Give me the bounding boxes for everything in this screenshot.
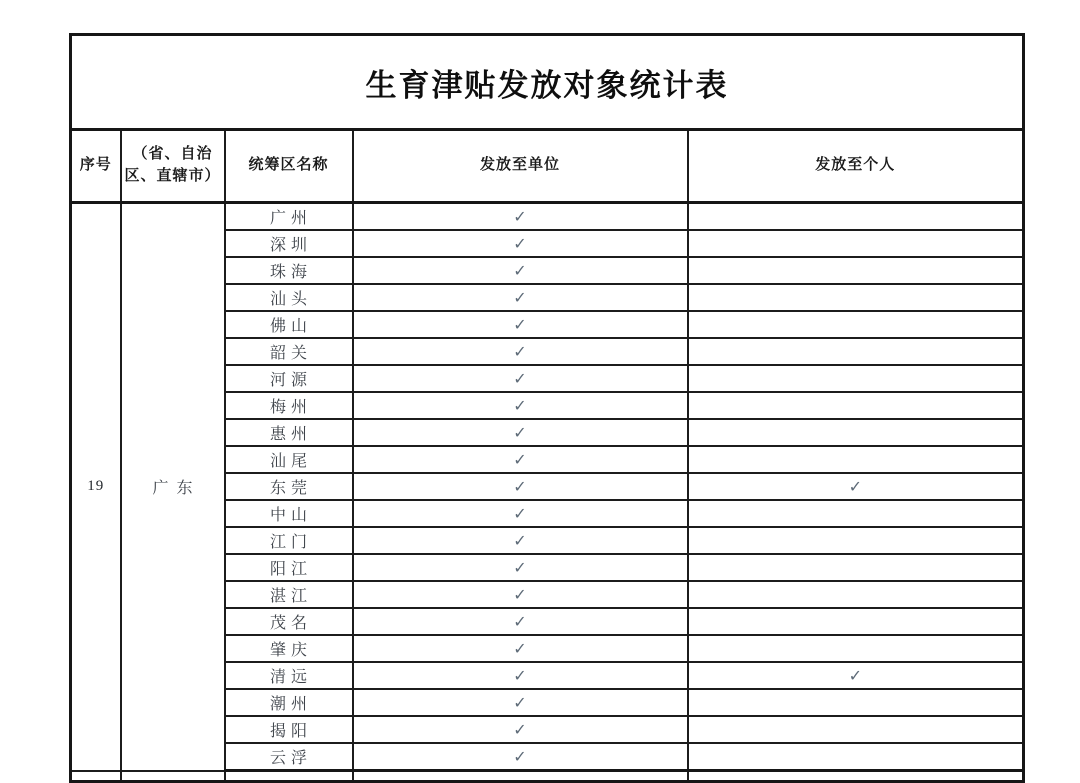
personal-check-cell-empty (688, 608, 1024, 635)
city-name-cell: 茂名 (225, 608, 353, 635)
unit-check-mark: ✓ (353, 365, 688, 392)
header-province: （省、自治区、直辖市） (121, 130, 225, 203)
unit-check-mark: ✓ (353, 257, 688, 284)
city-name-cell: 云浮 (225, 743, 353, 771)
personal-check-cell-empty (688, 527, 1024, 554)
personal-check-cell-empty (688, 284, 1024, 311)
personal-check-cell-empty (688, 257, 1024, 284)
city-name-cell: 佛山 (225, 311, 353, 338)
maternity-allowance-table (69, 33, 1025, 783)
partial-cell (688, 771, 1024, 782)
personal-check-cell-empty (688, 419, 1024, 446)
city-name-cell: 中山 (225, 500, 353, 527)
personal-check-cell-empty (688, 446, 1024, 473)
unit-check-mark: ✓ (353, 203, 688, 231)
unit-check-mark: ✓ (353, 635, 688, 662)
city-name-cell: 揭阳 (225, 716, 353, 743)
city-name-cell: 东莞 (225, 473, 353, 500)
header-row (71, 130, 1024, 203)
city-name-cell: 惠州 (225, 419, 353, 446)
city-name-cell: 湛江 (225, 581, 353, 608)
personal-check-cell-empty (688, 392, 1024, 419)
city-name-cell: 梅州 (225, 392, 353, 419)
table-head (71, 35, 1024, 203)
personal-check-cell-empty (688, 500, 1024, 527)
unit-check-mark: ✓ (353, 392, 688, 419)
city-name-cell: 深圳 (225, 230, 353, 257)
city-name-cell: 清远 (225, 662, 353, 689)
city-name-cell: 广州 (225, 203, 353, 231)
city-name-cell: 汕尾 (225, 446, 353, 473)
city-name-cell: 江门 (225, 527, 353, 554)
serial-number-cell: 19 (71, 203, 121, 771)
city-name-cell: 肇庆 (225, 635, 353, 662)
partial-cell (121, 771, 225, 782)
table-title: 生育津贴发放对象统计表 (71, 35, 1024, 130)
header-paid-to-individual: 发放至个人 (688, 130, 1024, 203)
personal-check-cell-empty (688, 203, 1024, 231)
personal-check-mark: ✓ (688, 662, 1024, 689)
unit-check-mark: ✓ (353, 581, 688, 608)
personal-check-cell-empty (688, 581, 1024, 608)
city-name-cell: 珠海 (225, 257, 353, 284)
personal-check-cell-empty (688, 365, 1024, 392)
personal-check-cell-empty (688, 635, 1024, 662)
city-name-cell: 潮州 (225, 689, 353, 716)
unit-check-mark: ✓ (353, 554, 688, 581)
unit-check-mark: ✓ (353, 446, 688, 473)
table-body (71, 203, 1024, 782)
personal-check-cell-empty (688, 743, 1024, 771)
title-row (71, 35, 1024, 130)
unit-check-mark: ✓ (353, 311, 688, 338)
province-cell: 广东 (121, 203, 225, 771)
statistics-table-document (69, 33, 1025, 783)
personal-check-cell-empty (688, 716, 1024, 743)
header-serial-number: 序号 (71, 130, 121, 203)
personal-check-cell-empty (688, 230, 1024, 257)
city-name-cell: 韶关 (225, 338, 353, 365)
unit-check-mark: ✓ (353, 662, 688, 689)
unit-check-mark: ✓ (353, 230, 688, 257)
personal-check-cell-empty (688, 338, 1024, 365)
partial-cell (71, 771, 121, 782)
city-name-cell: 阳江 (225, 554, 353, 581)
unit-check-mark: ✓ (353, 743, 688, 771)
unit-check-mark: ✓ (353, 419, 688, 446)
city-name-cell: 汕头 (225, 284, 353, 311)
partial-cell (225, 771, 353, 782)
unit-check-mark: ✓ (353, 608, 688, 635)
next-row-partial (71, 771, 1024, 782)
unit-check-mark: ✓ (353, 338, 688, 365)
table-row (71, 203, 1024, 231)
personal-check-cell-empty (688, 689, 1024, 716)
unit-check-mark: ✓ (353, 689, 688, 716)
header-paid-to-unit: 发放至单位 (353, 130, 688, 203)
city-name-cell: 河源 (225, 365, 353, 392)
unit-check-mark: ✓ (353, 716, 688, 743)
personal-check-cell-empty (688, 554, 1024, 581)
personal-check-cell-empty (688, 311, 1024, 338)
unit-check-mark: ✓ (353, 527, 688, 554)
personal-check-mark: ✓ (688, 473, 1024, 500)
unit-check-mark: ✓ (353, 500, 688, 527)
unit-check-mark: ✓ (353, 284, 688, 311)
partial-cell (353, 771, 688, 782)
unit-check-mark: ✓ (353, 473, 688, 500)
header-region-name: 统筹区名称 (225, 130, 353, 203)
